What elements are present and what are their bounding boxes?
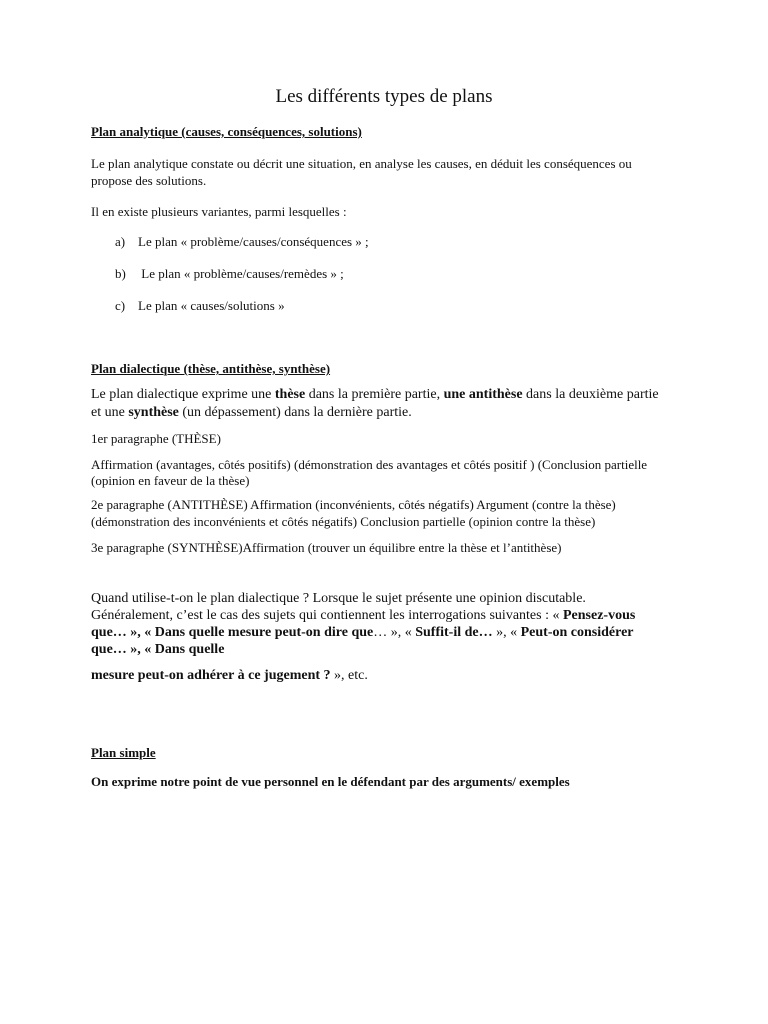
list-item <box>115 234 369 250</box>
usage-line5: mesure peut-on adhérer à ce jugement ? », etc. <box>91 668 368 683</box>
list-item-text: Le plan « problème/causes/conséquences » ; <box>138 234 369 249</box>
dialectique-intro-line1: Le plan dialectique exprime une thèse dans la première partie, une antithèse dans la deuxième partie <box>91 387 659 402</box>
paragraph-these-detail-line1: Affirmation (avantages, côtés positifs) (démonstration des avantages et côtés positif ) (Conclusion partielle <box>91 457 648 472</box>
paragraph-synthese: 3e paragraphe (SYNTHÈSE)Affirmation (trouver un équilibre entre la thèse et l’antithèse) <box>91 540 562 555</box>
paragraph-these: 1er paragraphe (THÈSE) <box>91 431 221 446</box>
list-marker: b) <box>115 266 126 281</box>
heading-plan-dialectique: Plan dialectique (thèse, antithèse, synthèse) <box>91 361 331 376</box>
usage-line2: Généralement, c’est le cas des sujets qui contiennent les interrogations suivantes : « Pensez-vous <box>91 608 636 623</box>
variants-intro: Il en existe plusieurs variantes, parmi lesquelles : <box>91 204 347 219</box>
list-item-text: Le plan « causes/solutions » <box>138 298 285 313</box>
analytique-para-line2: propose des solutions. <box>91 173 207 188</box>
list-item <box>115 298 285 314</box>
analytique-para-line1: Le plan analytique constate ou décrit une situation, en analyse les causes, en déduit les conséquences ou <box>91 156 632 171</box>
list-item <box>115 266 344 282</box>
usage-line3: que… », « Dans quelle mesure peut-on dire que… », « Suffit-il de… », « Peut-on considérer <box>91 625 634 640</box>
list-marker: a) <box>115 234 126 249</box>
paragraph-antithese-line1: 2e paragraphe (ANTITHÈSE) Affirmation (inconvénients, côtés négatifs) Argument (contre la thèse) <box>91 497 616 512</box>
paragraph-these-detail-line2: (opinion en faveur de la thèse) <box>91 473 250 488</box>
plan-simple-body: On exprime notre point de vue personnel en le défendant par des arguments/ exemples <box>91 774 570 789</box>
list-item-text: Le plan « problème/causes/remèdes » ; <box>138 266 344 281</box>
heading-plan-analytique: Plan analytique (causes, conséquences, solutions) <box>91 124 362 139</box>
heading-plan-simple: Plan simple <box>91 745 156 760</box>
page-title: Les différents types de plans <box>275 86 493 107</box>
usage-line4: que… », « Dans quelle <box>91 642 225 657</box>
dialectique-intro-line2: et une synthèse (un dépassement) dans la dernière partie. <box>91 405 412 420</box>
usage-line1: Quand utilise-t-on le plan dialectique ? Lorsque le sujet présente une opinion discutable. <box>91 591 586 606</box>
list-marker: c) <box>115 298 126 313</box>
paragraph-antithese-line2: (démonstration des inconvénients et côtés négatifs) Conclusion partielle (opinion contre la thèse) <box>91 514 596 529</box>
